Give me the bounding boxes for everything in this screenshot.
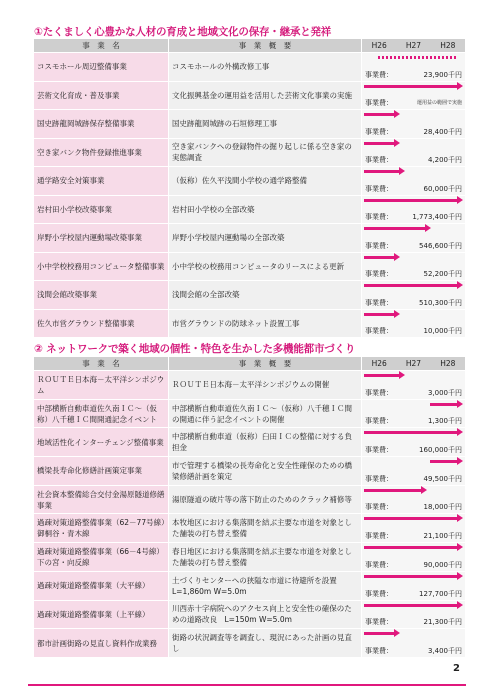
timeline-cell: [362, 485, 466, 514]
timeline-bar: [364, 374, 400, 377]
cost-line: [362, 389, 462, 398]
timeline-bar: [364, 489, 422, 492]
cost-line: [362, 561, 462, 570]
timeline-arrow-icon: [457, 514, 463, 522]
cost-label: 事業費：: [365, 503, 393, 512]
timeline-cell: [362, 629, 466, 658]
cost-amount: 160,000千円: [419, 446, 462, 455]
footer-rule: [28, 684, 466, 686]
project-name: 小中学校校務用コンピュータ整備事業: [34, 252, 169, 281]
project-name: 国史跡龍岡城跡保存整備事業: [34, 110, 169, 139]
header-project-summary: 事 業 概 要: [169, 357, 362, 371]
timeline-arrow-icon: [457, 281, 463, 289]
cost-label: 事業費：: [365, 213, 393, 221]
timeline-arrow-icon: [394, 110, 400, 118]
cost-amount: 1,300千円: [427, 417, 462, 426]
project-name: 浅間会館改築事業: [34, 281, 169, 310]
section1-table: [33, 38, 466, 338]
project-name: 岸野小学校屋内運動場改築事業: [34, 224, 169, 253]
project-name: 中部横断自動車道佐久南ＩＣ～（仮称）八千穂ＩＣ間開通記念イベント: [34, 399, 169, 428]
cost-label: 事業費：: [365, 446, 393, 455]
timeline-arrow-icon: [394, 253, 400, 261]
project-name: 空き家バンク物件登録推進事業: [34, 138, 169, 167]
timeline-arrow-icon: [425, 224, 431, 232]
cost-amount: 23,900千円: [423, 70, 462, 79]
cost-label: 事業費：: [365, 241, 393, 250]
timeline-bar: [430, 403, 458, 406]
cost-line: [362, 475, 462, 484]
cost-amount: 546,600千円: [419, 241, 462, 250]
timeline-arrow-icon: [457, 457, 463, 465]
cost-amount: 28,400千円: [423, 127, 462, 136]
cost-label: 事業費：: [365, 388, 393, 397]
project-name: 橋梁長寿命化修繕計画策定事業: [34, 457, 169, 486]
project-name: 過疎対策道路整備事業（66－4号線）下の宮・向反線: [34, 543, 169, 572]
project-summary: 春日地区における集落間を結ぶ主要な市道を対象とした舗装の打ち替え整備: [169, 543, 362, 572]
header-h28: H28: [440, 41, 456, 50]
project-summary: 川西赤十字病院へのアクセス向上と安全性の確保のための道路改良 L=150m W=5.0m: [169, 600, 362, 629]
header-h27: H27: [405, 359, 422, 368]
timeline-arrow-icon: [394, 310, 400, 318]
timeline-cell: [362, 457, 466, 486]
table-row: [34, 281, 466, 310]
cost-line: [362, 99, 462, 108]
cost-amount: 127,700千円: [419, 589, 462, 598]
cost-label: 事業費：: [365, 327, 393, 335]
timeline-arrow-icon: [457, 543, 463, 551]
section2-table: [33, 356, 466, 658]
cost-label: 事業費：: [365, 270, 393, 278]
timeline-bar: [430, 460, 458, 463]
project-summary: 湯原隧道の破片等の落下防止のためのクラック補修等: [169, 485, 362, 514]
project-summary: 空き家バンクへの登録物件の掘り起しに係る空き家の実態調査: [169, 138, 362, 167]
table-row: [34, 224, 466, 253]
cost-label: 事業費：: [365, 532, 393, 541]
cost-label: 事業費：: [365, 156, 393, 164]
cost-line: [362, 503, 462, 512]
cost-line: [362, 417, 462, 426]
timeline-bar: [364, 575, 458, 578]
cost-amount: 21,100千円: [423, 532, 462, 541]
timeline-bar: [364, 431, 458, 434]
cost-amount: 21,300千円: [423, 618, 462, 627]
cost-amount: 10,000千円: [423, 327, 462, 335]
cost-line: [362, 618, 462, 627]
table-row: [34, 571, 466, 600]
project-summary: 浅間会館の全部改築: [169, 281, 362, 310]
timeline-arrow-icon: [457, 82, 463, 90]
cost-line: [362, 590, 462, 599]
timeline-cell: [362, 600, 466, 629]
table-row: [34, 110, 466, 139]
cost-label: 事業費：: [365, 417, 393, 426]
cost-line: [362, 327, 462, 336]
timeline-cell: [362, 428, 466, 457]
project-summary: 中部横断自動車道（仮称）臼田ＩＣの整備に対する負担金: [169, 428, 362, 457]
cost-label: 事業費：: [365, 474, 393, 483]
cost-label: 事業費：: [365, 184, 393, 193]
header-project-name: 事 業 名: [34, 357, 169, 371]
table-row: [34, 252, 466, 281]
project-name: 通学路安全対策事業: [34, 167, 169, 196]
timeline-bar: [364, 227, 426, 230]
timeline-arrow-icon: [399, 371, 405, 379]
project-summary: 土づくりセンターへの狭隘な市道に待避所を設置 L=1,860m W=5.0m: [169, 571, 362, 600]
section1-title: ①たくましく心豊かな人材の育成と地域文化の保存・継承と発祥: [34, 26, 332, 38]
timeline-arrow-icon: [457, 428, 463, 436]
header-project-name: 事 業 名: [34, 39, 169, 53]
cost-line: [362, 128, 462, 137]
project-summary: コスモホールの外構改修工事: [169, 53, 362, 82]
project-name: ＲＯＵＴＥ日本海－太平洋シンポジウム: [34, 371, 169, 400]
table-row: [34, 195, 466, 224]
project-summary: 小中学校の校務用コンピュータのリースによる更新: [169, 252, 362, 281]
header-h26: H26: [371, 41, 387, 50]
timeline-cell: [362, 571, 466, 600]
section2-header-row: [34, 357, 466, 371]
project-name: 過疎対策道路整備事業（上平線）: [34, 600, 169, 629]
timeline-cell: [362, 224, 466, 253]
project-summary: 市営グラウンドの防球ネット設置工事: [169, 309, 362, 338]
table-row: [34, 543, 466, 572]
cost-line: [362, 242, 462, 251]
timeline-cell: [362, 110, 466, 139]
project-summary: 文化振興基金の運用益を活用した芸術文化事業の実施: [169, 81, 362, 110]
cost-label: 事業費：: [365, 70, 393, 79]
cost-amount: 1,773,400千円: [412, 213, 462, 221]
section2-title: ② ネットワークで築く地域の個性・特色を生かした多機能都市づくり: [34, 343, 356, 355]
cost-label: 事業費：: [365, 560, 393, 569]
timeline-cell: [362, 371, 466, 400]
cost-line: [362, 156, 462, 165]
timeline-arrow-icon: [457, 400, 463, 408]
timeline-arrow-icon: [457, 572, 463, 580]
table-row: [34, 428, 466, 457]
timeline-arrow-icon: [421, 486, 427, 494]
timeline-cell: [362, 309, 466, 338]
timeline-bar: [364, 199, 458, 202]
timeline-cell: [362, 53, 466, 82]
table-row: [34, 53, 466, 82]
table-row: [34, 371, 466, 400]
cost-line: [362, 270, 462, 279]
cost-amount: 60,000千円: [423, 184, 462, 193]
timeline-bar: [364, 632, 395, 635]
timeline-arrow-icon: [399, 167, 405, 175]
cost-label: 事業費：: [365, 127, 393, 136]
cost-amount: 3,400千円: [427, 646, 462, 655]
project-summary: 国史跡龍岡城跡の石垣修理工事: [169, 110, 362, 139]
table-row: [34, 485, 466, 514]
project-summary: 街路の状況調査等を調査し、現況にあった計画の見直し: [169, 629, 362, 658]
timeline-cell: [362, 252, 466, 281]
project-name: 岩村田小学校改築事業: [34, 195, 169, 224]
project-summary: 岩村田小学校の全部改築: [169, 195, 362, 224]
table-row: [34, 167, 466, 196]
page-number: 2: [453, 663, 460, 674]
cost-amount: 4,200千円: [427, 156, 462, 164]
timeline-bar: [364, 113, 395, 116]
cost-label: 事業費：: [365, 646, 393, 655]
timeline-bar: [364, 604, 458, 607]
timeline-cell: [362, 138, 466, 167]
timeline-bar: [364, 85, 458, 88]
timeline-cell: [362, 514, 466, 543]
timeline-bar: [364, 546, 458, 549]
project-name: 過疎対策道路整備事業（62－77号線）御桐谷・青木線: [34, 514, 169, 543]
project-name: 芸術文化育成・普及事業: [34, 81, 169, 110]
project-summary: 岸野小学校屋内運動場の全部改築: [169, 224, 362, 253]
project-name: 地域活性化インターチェンジ整備事業: [34, 428, 169, 457]
cost-line: [362, 647, 462, 656]
table-row: [34, 600, 466, 629]
cost-amount: 52,200千円: [423, 270, 462, 278]
timeline-bar: [364, 256, 395, 259]
project-name: コスモホール周辺整備事業: [34, 53, 169, 82]
timeline-cell: [362, 81, 466, 110]
timeline-bar: [364, 170, 400, 173]
timeline-cell: [362, 281, 466, 310]
cost-line: [362, 532, 462, 541]
project-summary: 市で管理する橋梁の長寿命化と安全性確保のための橋梁修繕計画を策定: [169, 457, 362, 486]
cost-amount: 90,000千円: [423, 560, 462, 569]
timeline-cell: [362, 543, 466, 572]
cost-line: [362, 299, 462, 308]
header-h26: H26: [371, 359, 387, 368]
table-row: [34, 309, 466, 338]
timeline-arrow-icon: [394, 629, 400, 637]
cost-amount: 510,300千円: [419, 298, 462, 307]
table-row: [34, 629, 466, 658]
cost-label: 事業費：: [365, 589, 393, 598]
header-h28: H28: [440, 359, 456, 368]
cost-line: [362, 446, 462, 455]
project-name: 佐久市営グラウンド整備事業: [34, 309, 169, 338]
cost-label: 事業費：: [365, 99, 393, 107]
cost-amount: 3,000千円: [427, 388, 462, 397]
cost-amount: 49,500千円: [423, 474, 462, 483]
header-h27: H27: [405, 41, 422, 50]
table-row: [34, 138, 466, 167]
timeline-bar: [364, 284, 458, 287]
table-row: [34, 457, 466, 486]
timeline-cell: [362, 399, 466, 428]
header-timeline: [362, 39, 466, 53]
timeline-cell: [362, 195, 466, 224]
table-row: [34, 81, 466, 110]
header-project-summary: 事 業 概 要: [169, 39, 362, 53]
cost-line: [362, 213, 462, 222]
table-row: [34, 514, 466, 543]
timeline-bar: [378, 56, 458, 59]
timeline-cell: [362, 167, 466, 196]
project-name: 過疎対策道路整備事業（大平線）: [34, 571, 169, 600]
project-summary: 中部横断自動車道佐久南ＩＣ～（仮称）八千穂ＩＣ間の開通に伴う記念イベントの開催: [169, 399, 362, 428]
header-timeline: [362, 357, 466, 371]
cost-amount: 18,000千円: [423, 503, 462, 512]
table-row: [34, 399, 466, 428]
project-summary: （仮称）佐久平浅間小学校の通学路整備: [169, 167, 362, 196]
timeline-arrow-icon: [394, 139, 400, 147]
cost-line: [362, 185, 462, 194]
project-name: 社会資本整備総合交付金湯原隧道修繕事業: [34, 485, 169, 514]
cost-label: 事業費：: [365, 298, 393, 307]
timeline-bar: [364, 313, 395, 316]
timeline-arrow-icon: [457, 196, 463, 204]
timeline-arrow-icon: [457, 601, 463, 609]
project-name: 都市計画街路の見直し資料作成業務: [34, 629, 169, 658]
cost-line: [362, 71, 462, 80]
section1-header-row: [34, 39, 466, 53]
timeline-bar: [364, 142, 395, 145]
timeline-bar: [364, 517, 458, 520]
project-summary: ＲＯＵＴＥ日本海－太平洋シンポジウムの開催: [169, 371, 362, 400]
cost-label: 事業費：: [365, 618, 393, 627]
cost-amount: 運用益の範囲で実施: [416, 100, 462, 106]
project-summary: 本牧地区における集落間を結ぶ主要な市道を対象とした舗装の打ち替え整備: [169, 514, 362, 543]
